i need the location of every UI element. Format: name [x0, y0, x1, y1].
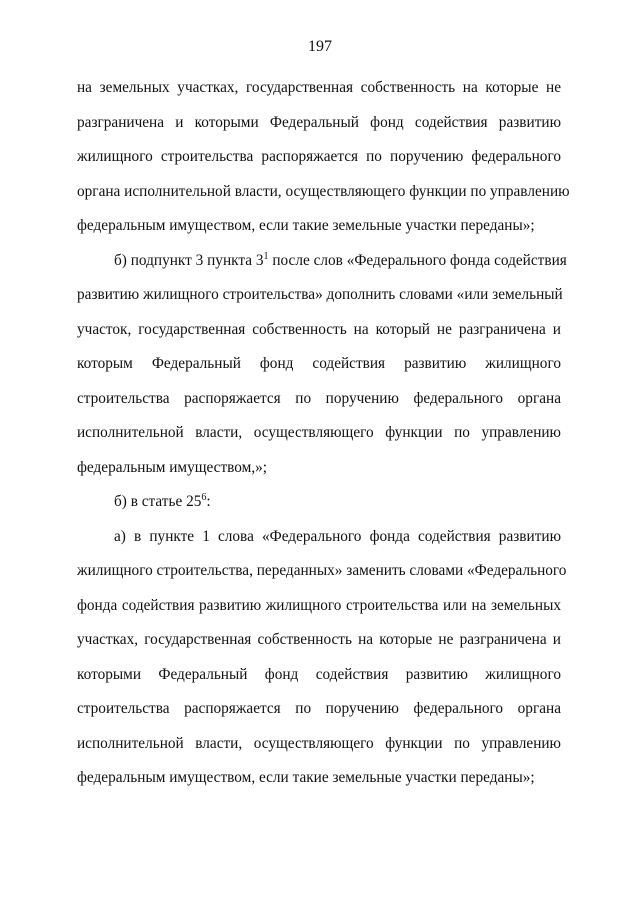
text-line: федеральным имуществом, если такие земельные участки переданы»; — [77, 217, 535, 234]
text-fragment: б) подпункт 3 пункта 3 — [114, 251, 264, 269]
document-body — [77, 71, 570, 796]
text-line: строительства распоряжается по поручению федерального органа — [77, 700, 561, 717]
text-line: которыми Федеральный фонд содействия развитию жилищного — [77, 665, 561, 683]
text-line: исполнительной власти, осуществляющего функции по управлению — [77, 424, 561, 441]
paragraph-4 — [77, 520, 567, 796]
text-line: участках, государственная собственность на которые не разграничена и — [77, 631, 561, 648]
text-line: жилищного строительства, переданных» заменить словами «Федерального — [77, 562, 567, 579]
text-line: на земельных участках, государственная собственность на которые не — [77, 79, 561, 96]
text-fragment: : — [206, 493, 211, 510]
paragraph-2 — [77, 244, 567, 486]
text-line: органа исполнительной власти, осуществляющего функции по управлению — [77, 182, 570, 200]
text-line: участок, государственная собственность на который не разграничена и — [77, 320, 561, 338]
text-line: строительства распоряжается по поручению федерального органа — [77, 389, 561, 407]
paragraph-1 — [77, 71, 570, 244]
text-fragment: б) в статье 25 — [114, 493, 202, 510]
superscript: 1 — [263, 250, 269, 262]
text-line: фонда содействия развитию жилищного строительства или на земельных — [77, 596, 561, 614]
text-fragment: после слов «Федерального фонда содействия — [268, 251, 567, 269]
text-line: которым Федеральный фонд содействия развитию жилищного — [77, 355, 561, 372]
text-line: федеральным имуществом,»; — [77, 458, 268, 476]
text-line — [77, 244, 567, 279]
text-line: федеральным имуществом, если такие земельные участки переданы»; — [77, 769, 535, 786]
paragraph-3 — [77, 485, 561, 520]
text-line: развитию жилищного строительства» дополнить словами «или земельный — [77, 286, 563, 303]
text-line — [77, 485, 561, 520]
text-line: жилищного строительства распоряжается по поручению федерального — [77, 148, 561, 165]
text-line: исполнительной власти, осуществляющего функции по управлению — [77, 734, 561, 752]
superscript: 6 — [201, 491, 207, 503]
text-line: а) в пункте 1 слова «Федерального фонда содействия развитию — [114, 527, 561, 545]
text-line: разграничена и которыми Федеральный фонд содействия развитию — [77, 113, 561, 131]
page-number: 197 — [308, 38, 332, 55]
